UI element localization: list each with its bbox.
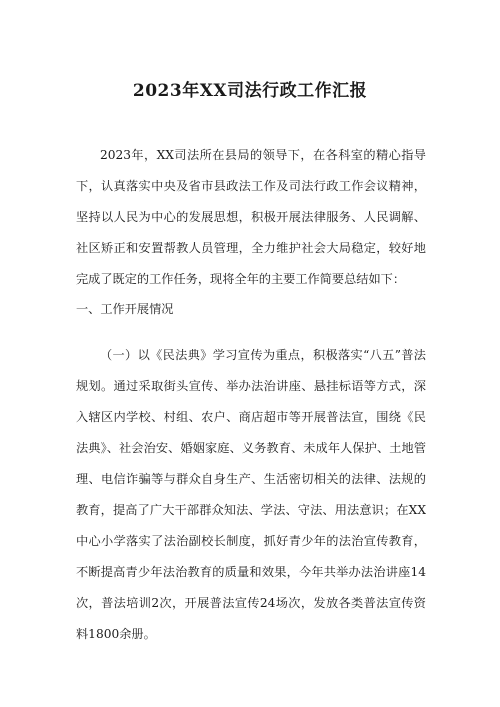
intro-paragraph: 2023年，XX司法所在县局的领导下，在各科室的精心指导下，认真落实中央及省市县政法工作及司法行政工作会议精神，坚持以人民为中心的发展思想，积极开展法律服务、人民调解、社区矫正和安置帮教人员管理，全力维护社会大局稳定，较好地完成了既定的工作任务，现将全年的主要工作简要总结如下： <box>76 148 426 286</box>
section-paragraph: （一）以《民法典》学习宣传为重点，积极落实“八五”普法规划。通过采取街头宣传、举办法治讲座、悬挂标语等方式，深入辖区内学校、村组、农户、商店超市等开展普法宣，围绕《民法典》、社会治安、婚姻家庭、义务教育、未成年人保护、土地管理、电信诈骗等与群众自身生产、生活密切相关的法律、法规的教育，提高了广大干部群众知法、学法、守法、用法意识；在XX中心小学落实了法治副校长制度，抓好青少年的法治宣传教育，不断提高青少年法治教育的质量和效果，今年共举办法治讲座14次，普法培训2次，开展普法宣传24场次，发放各类普法宣传资料1800余册。 <box>76 348 426 641</box>
section-heading: 一、工作开展情况 <box>76 302 174 316</box>
document-title: 2023年XX司法行政工作汇报 <box>132 81 368 101</box>
